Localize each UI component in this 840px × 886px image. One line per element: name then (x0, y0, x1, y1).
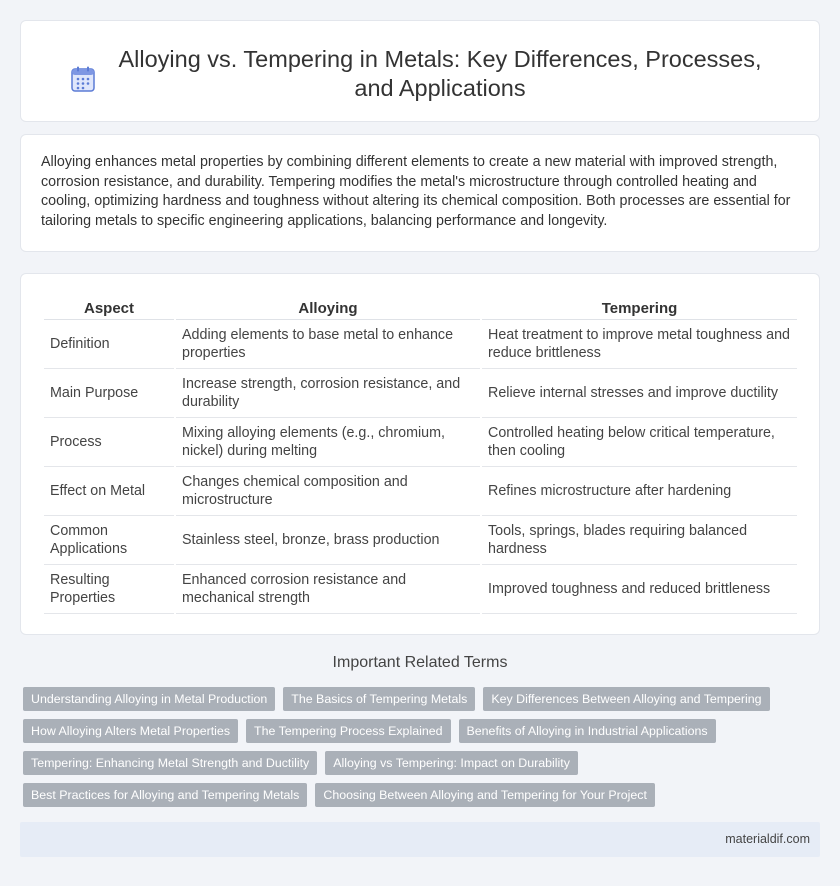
related-terms-title: Important Related Terms (332, 654, 508, 671)
related-term-tag[interactable]: Benefits of Alloying in Industrial Applications (459, 719, 716, 743)
cell-aspect: Definition (44, 320, 174, 369)
cell-tempering: Refines microstructure after hardening (482, 467, 797, 516)
related-term-tag[interactable]: Choosing Between Alloying and Tempering for Your Project (315, 783, 655, 807)
table-row (44, 467, 797, 516)
cell-aspect: Process (44, 418, 174, 467)
footer-site-link[interactable]: materialdif.com (725, 832, 810, 846)
related-terms-tags (23, 687, 803, 815)
tag-row (23, 751, 803, 775)
cell-alloying: Adding elements to base metal to enhance properties (176, 320, 480, 369)
intro-card (20, 134, 820, 252)
related-term-tag[interactable]: How Alloying Alters Metal Properties (23, 719, 238, 743)
comparison-table-card (20, 273, 820, 635)
related-term-tag[interactable]: Alloying vs Tempering: Impact on Durability (325, 751, 578, 775)
related-term-tag[interactable]: The Tempering Process Explained (246, 719, 450, 743)
cell-alloying: Increase strength, corrosion resistance, and durability (176, 369, 480, 418)
header-card (20, 20, 820, 122)
header-aspect: Aspect (44, 295, 174, 320)
table-row (44, 516, 797, 565)
cell-aspect: Main Purpose (44, 369, 174, 418)
page-title: Alloying vs. Tempering in Metals: Key Differences, Processes, and Applications (118, 46, 762, 101)
cell-alloying: Enhanced corrosion resistance and mechanical strength (176, 565, 480, 614)
intro-text: Alloying enhances metal properties by combining different elements to create a new material with improved strength, corrosion resistance, and durability. Tempering modifies the metal's microstructure through controlled heating and cooling, optimizing hardness and toughness without altering its chemical composition. Both processes are essential for tailoring metals to specific engineering applications, balancing performance and longevity. (41, 154, 791, 229)
cell-aspect: Common Applications (44, 516, 174, 565)
table-row (44, 369, 797, 418)
cell-alloying: Stainless steel, bronze, brass production (176, 516, 480, 565)
related-term-tag[interactable]: Best Practices for Alloying and Tempering Metals (23, 783, 307, 807)
tag-row (23, 719, 803, 743)
cell-tempering: Tools, springs, blades requiring balanced hardness (482, 516, 797, 565)
cell-aspect: Resulting Properties (44, 565, 174, 614)
table-header-row (44, 295, 797, 320)
table-row (44, 565, 797, 614)
footer (20, 822, 820, 857)
comparison-table (42, 295, 799, 614)
header-tempering: Tempering (482, 295, 797, 320)
cell-tempering: Relieve internal stresses and improve ductility (482, 369, 797, 418)
cell-tempering: Improved toughness and reduced brittleness (482, 565, 797, 614)
cell-tempering: Controlled heating below critical temperature, then cooling (482, 418, 797, 467)
related-term-tag[interactable]: Key Differences Between Alloying and Tempering (483, 687, 769, 711)
related-term-tag[interactable]: Tempering: Enhancing Metal Strength and Ductility (23, 751, 317, 775)
table-row (44, 418, 797, 467)
cell-tempering: Heat treatment to improve metal toughness and reduce brittleness (482, 320, 797, 369)
tag-row (23, 783, 803, 807)
cell-alloying: Changes chemical composition and microstructure (176, 467, 480, 516)
tag-row (23, 687, 803, 711)
table-row (44, 320, 797, 369)
header-alloying: Alloying (176, 295, 480, 320)
cell-alloying: Mixing alloying elements (e.g., chromium, nickel) during melting (176, 418, 480, 467)
related-term-tag[interactable]: The Basics of Tempering Metals (283, 687, 475, 711)
cell-aspect: Effect on Metal (44, 467, 174, 516)
related-term-tag[interactable]: Understanding Alloying in Metal Production (23, 687, 275, 711)
